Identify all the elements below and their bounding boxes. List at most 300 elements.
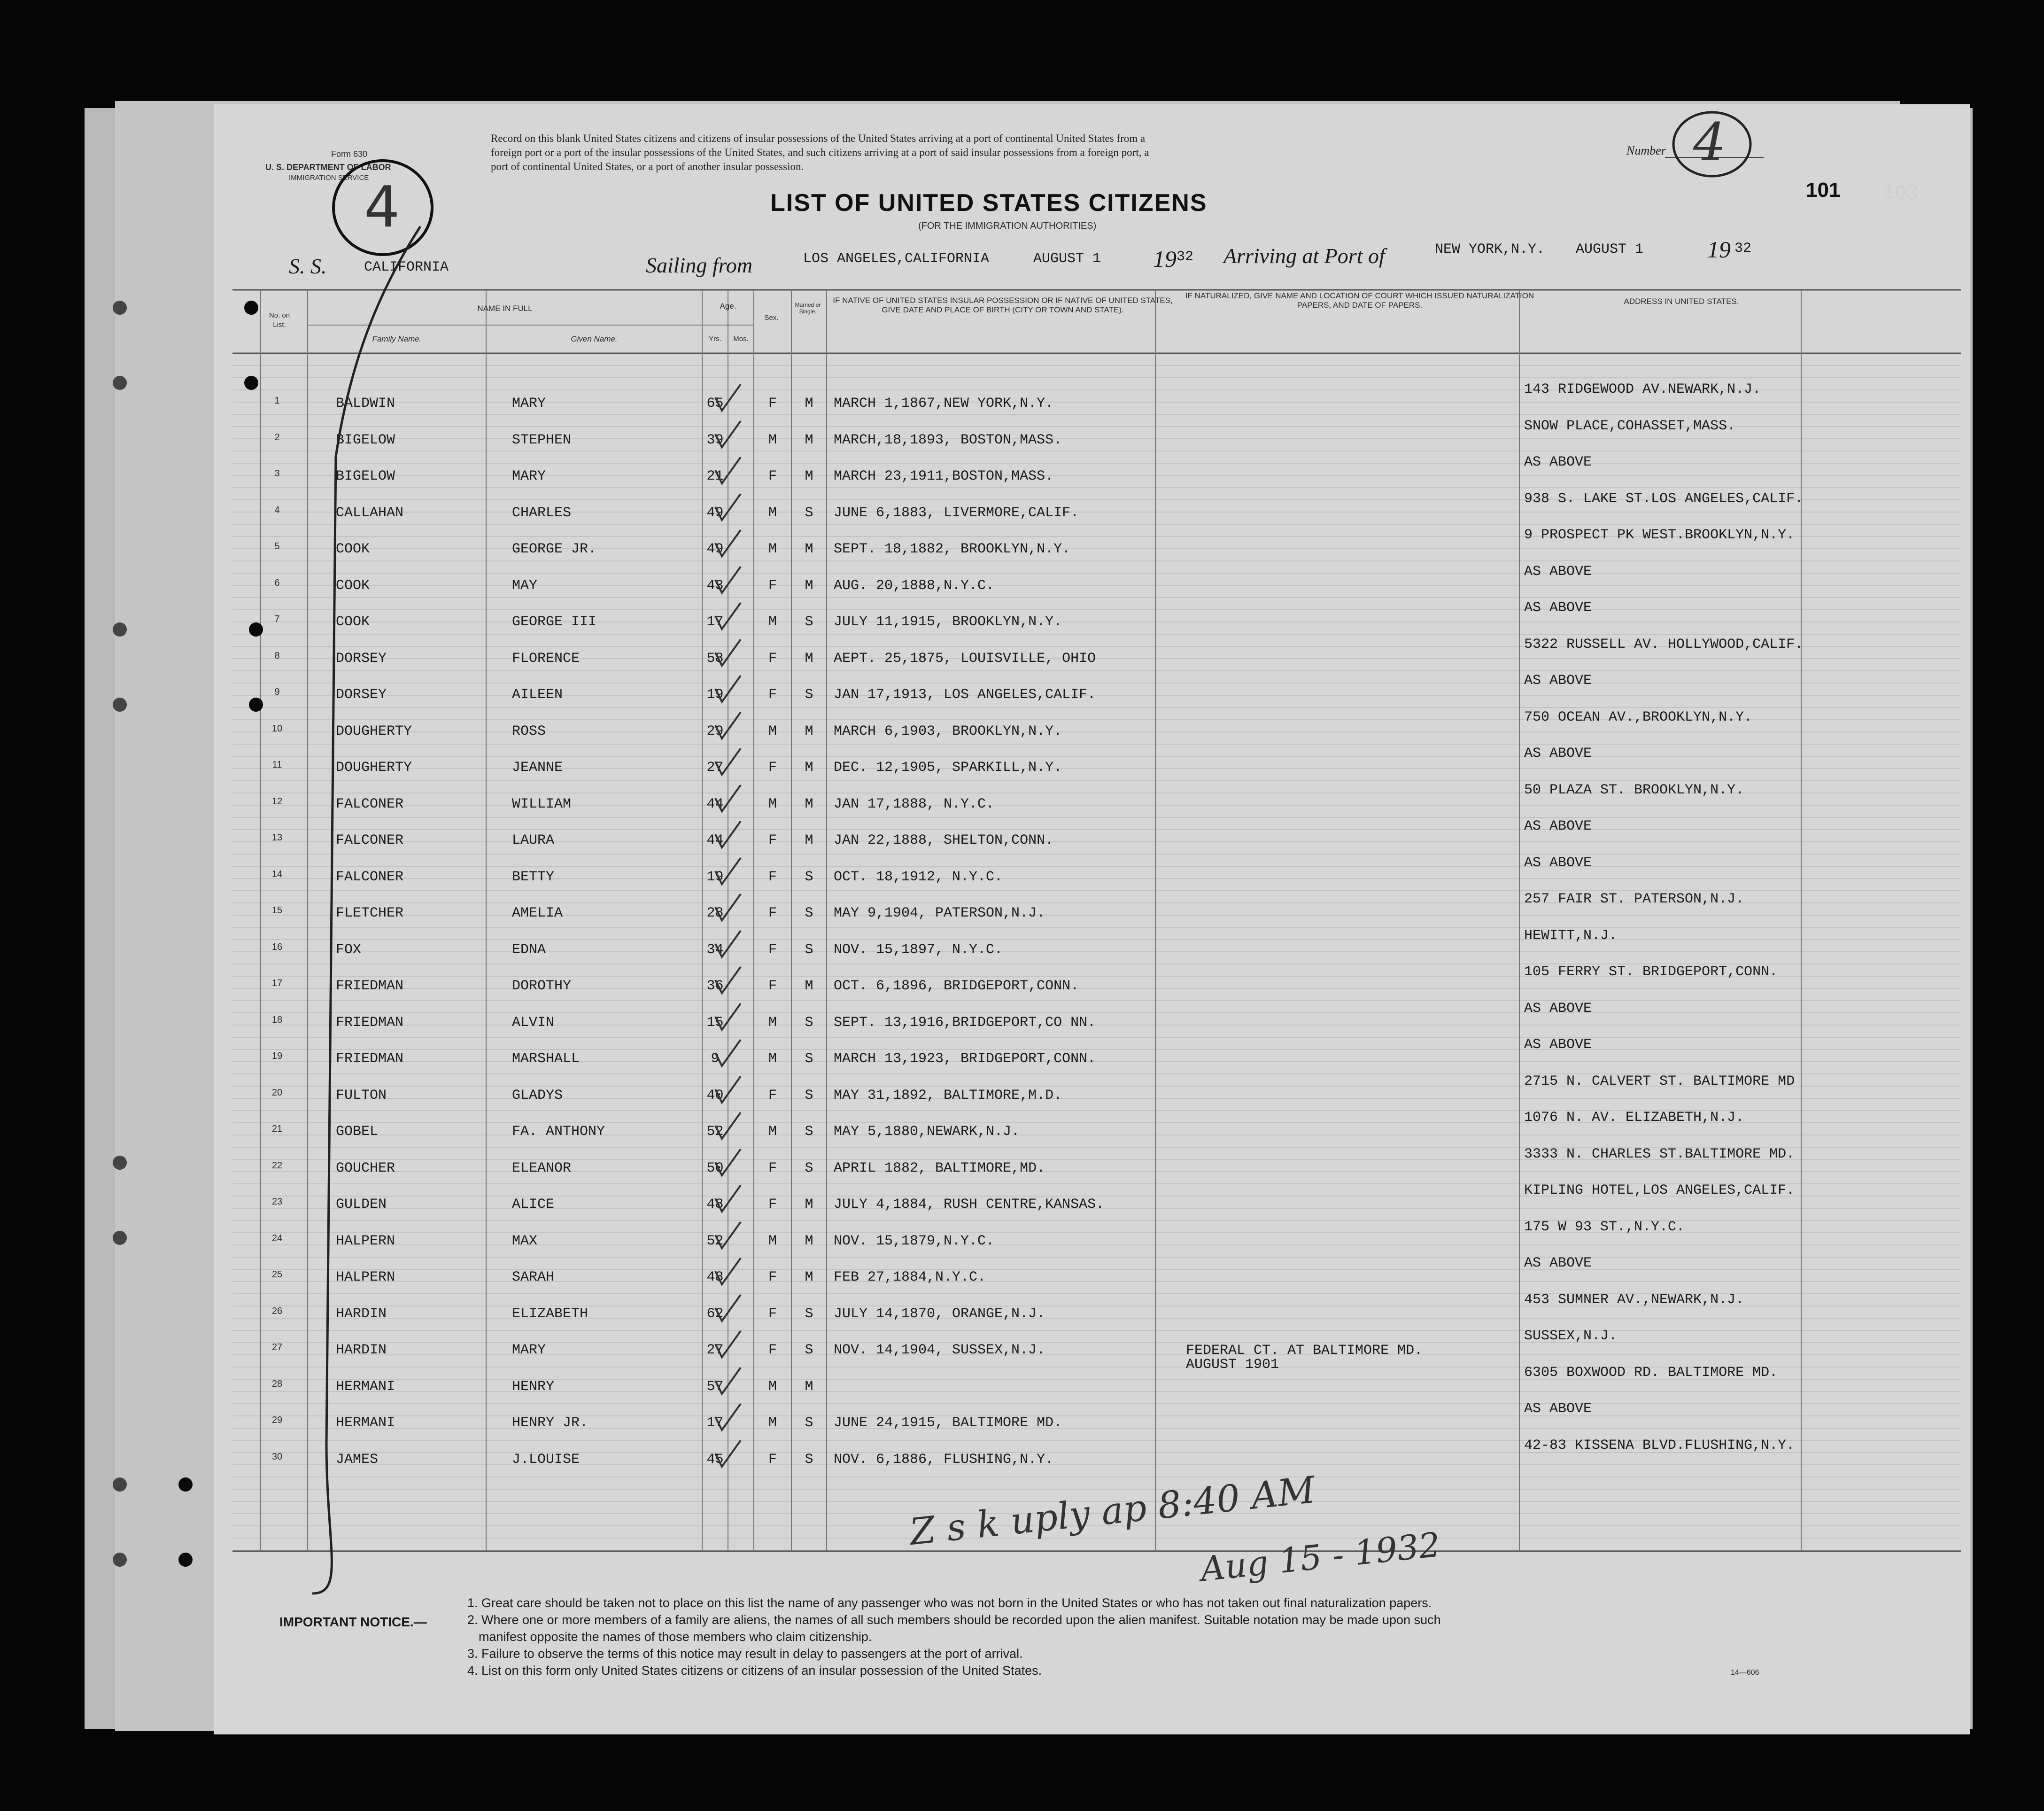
binder-hole — [113, 698, 127, 712]
col-header-birth: IF NATIVE OF UNITED STATES INSULAR POSSESSION OR IF NATIVE OF UNITED STATES, GIVE DATE AND PLACE OF BIRTH (CITY OR TOWN AND STATE). — [833, 296, 1173, 314]
row-number: 13 — [271, 832, 283, 843]
row-number: 12 — [271, 796, 283, 807]
given-name: J.LOUISE — [512, 1451, 580, 1468]
family-name: FULTON — [336, 1087, 387, 1104]
sex: M — [768, 432, 777, 448]
age-years: 49 — [706, 541, 724, 557]
instructions-line: Record on this blank United States citizens and citizens of insular possessions of the United States arriving at a port of continental United States from a — [491, 132, 1146, 144]
family-name: FLETCHER — [336, 905, 404, 921]
address: 6305 BOXWOOD RD. BALTIMORE MD. — [1524, 1364, 1778, 1381]
marital-status: S — [805, 687, 813, 703]
family-name: HALPERN — [336, 1233, 395, 1249]
check-mark-icon — [712, 1110, 744, 1143]
marital-status: S — [805, 1014, 813, 1031]
family-name: FRIEDMAN — [336, 978, 404, 994]
age-years: 29 — [706, 723, 724, 739]
check-mark-icon — [712, 891, 744, 924]
check-mark-icon — [712, 1001, 744, 1034]
birth-date-place: NOV. 15,1879,N.Y.C. — [834, 1233, 995, 1249]
marital-status: S — [805, 1306, 813, 1322]
family-name: DORSEY — [336, 650, 387, 667]
marital-status: M — [805, 723, 813, 739]
col-header-mos: Mos. — [733, 335, 749, 343]
age-years: 27 — [706, 1342, 724, 1358]
notice-item: 4. List on this form only United States citizens or citizens of an insular possession of the United States. — [467, 1663, 1042, 1678]
age-years: 19 — [706, 869, 724, 885]
marital-status: M — [805, 541, 813, 557]
birth-date-place: MARCH 13,1923, BRIDGEPORT,CONN. — [834, 1051, 1096, 1067]
sailing-from: LOS ANGELES,CALIFORNIA — [803, 251, 990, 267]
row-number: 16 — [271, 941, 283, 952]
birth-date-place: MARCH 6,1903, BROOKLYN,N.Y. — [834, 723, 1062, 739]
ship-name: CALIFORNIA — [364, 259, 449, 275]
check-mark-icon — [712, 818, 744, 851]
address: 9 PROSPECT PK WEST.BROOKLYN,N.Y. — [1524, 527, 1795, 543]
age-years: 65 — [706, 396, 724, 412]
age-years: 28 — [706, 905, 724, 921]
row-number: 18 — [271, 1014, 283, 1025]
row-number: 15 — [271, 905, 283, 916]
col-header-sex: Sex. — [764, 314, 779, 322]
given-name: GLADYS — [512, 1087, 563, 1104]
check-mark-icon — [712, 491, 744, 524]
birth-date-place: MAY 5,1880,NEWARK,N.J. — [834, 1124, 1020, 1140]
marital-status: M — [805, 650, 813, 667]
marital-status: M — [805, 796, 813, 812]
check-mark-icon — [712, 1037, 744, 1070]
row-number: 20 — [271, 1087, 283, 1098]
marital-status: S — [805, 905, 813, 921]
page-subtitle: (FOR THE IMMIGRATION AUTHORITIES) — [918, 221, 1097, 231]
row-number: 5 — [274, 541, 280, 552]
row-number: 27 — [271, 1342, 283, 1352]
age-years: 40 — [706, 1087, 724, 1104]
age-years: 48 — [706, 1269, 724, 1285]
row-number: 19 — [271, 1051, 283, 1061]
sex: F — [768, 650, 777, 667]
given-name: LAURA — [512, 832, 555, 848]
marital-status: S — [805, 1415, 813, 1431]
given-name: GEORGE JR. — [512, 541, 597, 557]
given-name: WILLIAM — [512, 796, 572, 812]
check-mark-icon — [712, 782, 744, 815]
given-name: MAY — [512, 577, 538, 594]
address: AS ABOVE — [1524, 746, 1592, 762]
address: 750 OCEAN AV.,BROOKLYN,N.Y. — [1524, 709, 1753, 725]
check-mark-icon — [712, 709, 744, 742]
address: KIPLING HOTEL,LOS ANGELES,CALIF. — [1524, 1182, 1795, 1198]
binder-hole — [244, 376, 258, 390]
sex: F — [768, 1160, 777, 1176]
birth-date-place: FEB 27,1884,N.Y.C. — [834, 1269, 986, 1285]
sex: M — [768, 723, 777, 739]
birth-date-place: JULY 11,1915, BROOKLYN,N.Y. — [834, 614, 1062, 630]
given-name: HENRY JR. — [512, 1415, 588, 1431]
sex: F — [768, 832, 777, 848]
col-header-married: Married or Single. — [795, 302, 821, 315]
age-years: 52 — [706, 1124, 724, 1140]
given-name: FLORENCE — [512, 650, 580, 667]
marital-status: M — [805, 1269, 813, 1285]
binder-hole — [249, 698, 263, 712]
marital-status: S — [805, 614, 813, 630]
binder-hole — [113, 1553, 127, 1567]
age-years: 19 — [706, 687, 724, 703]
sex: F — [768, 577, 777, 594]
address: 257 FAIR ST. PATERSON,N.J. — [1524, 891, 1744, 907]
check-mark-icon — [712, 1182, 744, 1215]
given-name: EDNA — [512, 941, 546, 958]
sailing-label: Sailing from — [646, 253, 753, 277]
department-name: U. S. DEPARTMENT OF LABOR — [265, 163, 391, 172]
row-number: 22 — [271, 1160, 283, 1171]
given-name: ELEANOR — [512, 1160, 572, 1176]
age-years: 39 — [706, 432, 724, 448]
sailing-year-prefix: 19 — [1153, 246, 1177, 272]
family-name: HERMANI — [336, 1415, 395, 1431]
check-mark-icon — [712, 1438, 744, 1470]
sex: F — [768, 1451, 777, 1468]
binder-hole — [178, 1553, 193, 1567]
address: SNOW PLACE,COHASSET,MASS. — [1524, 418, 1736, 434]
instructions-line: port of continental United States, or a port of another insular possession. — [491, 161, 804, 172]
check-mark-icon — [712, 527, 744, 560]
binder-hole — [113, 301, 127, 315]
handwritten-annotation-line2: Aug 15 - 1932 — [1199, 1524, 1442, 1589]
sailing-date: AUGUST 1 — [1033, 251, 1101, 267]
birth-date-place: JAN 17,1913, LOS ANGELES,CALIF. — [834, 687, 1096, 703]
check-mark-icon — [712, 600, 744, 633]
marital-status: M — [805, 577, 813, 594]
row-number: 30 — [271, 1451, 283, 1462]
row-number: 6 — [274, 577, 280, 588]
sex: F — [768, 941, 777, 958]
service-name: IMMIGRATION SERVICE — [289, 174, 369, 182]
marital-status: M — [805, 1233, 813, 1249]
notice-item: 2. Where one or more members of a family are aliens, the names of all such members should be recorded upon the alien manifest. Suitable notation may be made upon such — [467, 1613, 1441, 1627]
sex: M — [768, 614, 777, 630]
sex: F — [768, 978, 777, 994]
row-number: 4 — [274, 505, 280, 515]
check-mark-icon — [712, 855, 744, 888]
binder-hole — [113, 1231, 127, 1245]
notice-item: manifest opposite the names of those members who claim citizenship. — [479, 1630, 872, 1644]
arriving-label: Arriving at Port of — [1223, 244, 1385, 268]
birth-date-place: NOV. 6,1886, FLUSHING,N.Y. — [834, 1451, 1054, 1468]
family-name: DOUGHERTY — [336, 723, 412, 739]
family-name: FALCONER — [336, 832, 404, 848]
given-name: ALICE — [512, 1197, 555, 1213]
birth-date-place: JULY 14,1870, ORANGE,N.J. — [834, 1306, 1045, 1322]
birth-date-place: NOV. 15,1897, N.Y.C. — [834, 941, 1003, 958]
marital-status: S — [805, 505, 813, 521]
family-name: COOK — [336, 614, 370, 630]
marital-status: M — [805, 1378, 813, 1395]
birth-date-place: OCT. 18,1912, N.Y.C. — [834, 869, 1003, 885]
number-label: Number — [1626, 144, 1666, 157]
sex: M — [768, 796, 777, 812]
given-name: ALVIN — [512, 1014, 555, 1031]
col-header-name-full: NAME IN FULL — [477, 304, 533, 313]
birth-date-place: AUG. 20,1888,N.Y.C. — [834, 577, 995, 594]
given-name: GEORGE III — [512, 614, 597, 630]
marital-status: S — [805, 869, 813, 885]
age-years: 36 — [706, 978, 724, 994]
given-name: AILEEN — [512, 687, 563, 703]
row-number: 14 — [271, 869, 283, 879]
birth-date-place: OCT. 6,1896, BRIDGEPORT,CONN. — [834, 978, 1079, 994]
birth-date-place: MAY 31,1892, BALTIMORE,M.D. — [834, 1087, 1062, 1104]
birth-date-place: JAN 22,1888, SHELTON,CONN. — [834, 832, 1054, 848]
instructions-line: foreign port or a port of the insular possessions of the United States, and such citizens arriving at a port of said insular possessions from a foreign port, a — [491, 147, 1149, 158]
address: SUSSEX,N.J. — [1524, 1328, 1618, 1344]
row-number: 26 — [271, 1306, 283, 1316]
arriving-year: 32 — [1734, 241, 1752, 256]
marital-status: M — [805, 760, 813, 776]
address: 453 SUMNER AV.,NEWARK,N.J. — [1524, 1291, 1744, 1308]
sex: M — [768, 541, 777, 557]
check-mark-icon — [712, 964, 744, 997]
address: AS ABOVE — [1524, 1000, 1592, 1017]
family-name: FRIEDMAN — [336, 1051, 404, 1067]
binder-hole — [113, 376, 127, 390]
row-number: 3 — [274, 468, 280, 479]
sex: F — [768, 905, 777, 921]
row-number: 29 — [271, 1415, 283, 1425]
stamp-103: 103 — [1883, 181, 1918, 204]
address: AS ABOVE — [1524, 1255, 1592, 1271]
important-notice — [467, 1594, 1441, 1679]
family-name: DORSEY — [336, 687, 387, 703]
birth-date-place: NOV. 14,1904, SUSSEX,N.J. — [834, 1342, 1045, 1358]
sex: F — [768, 396, 777, 412]
sex: M — [768, 1378, 777, 1395]
binder-hole — [178, 1477, 193, 1492]
age-years: 21 — [706, 468, 724, 484]
check-mark-icon — [712, 1365, 744, 1398]
check-mark-icon — [712, 1255, 744, 1288]
given-name: CHARLES — [512, 505, 572, 521]
form-code: 14—606 — [1731, 1669, 1759, 1677]
given-name: MARY — [512, 468, 546, 484]
marital-status: S — [805, 1124, 813, 1140]
col-header-given: Given Name. — [571, 334, 618, 343]
marital-status: S — [805, 1160, 813, 1176]
marital-status: S — [805, 1451, 813, 1468]
binder-hole — [113, 1477, 127, 1492]
check-mark-icon — [712, 381, 744, 414]
age-years: 15 — [706, 1014, 724, 1031]
check-mark-icon — [712, 1219, 744, 1252]
age-years: 62 — [706, 1306, 724, 1322]
row-number: 17 — [271, 978, 283, 988]
check-mark-icon — [712, 1146, 744, 1179]
birth-date-place: MARCH,18,1893, BOSTON,MASS. — [834, 432, 1062, 448]
marital-status: S — [805, 941, 813, 958]
age-years: 50 — [706, 1160, 724, 1176]
row-number: 28 — [271, 1378, 283, 1389]
col-header-yrs: Yrs. — [709, 335, 721, 343]
check-mark-icon — [712, 564, 744, 597]
family-name: FALCONER — [336, 796, 404, 812]
given-name: AMELIA — [512, 905, 563, 921]
check-mark-icon — [712, 1401, 744, 1434]
family-name: COOK — [336, 541, 370, 557]
page-title: LIST OF UNITED STATES CITIZENS — [770, 189, 1208, 217]
family-name: GOBEL — [336, 1124, 379, 1140]
naturalization: FEDERAL CT. AT BALTIMORE MD. AUGUST 1901 — [1186, 1342, 1423, 1373]
number-circle — [1670, 109, 1754, 179]
document-page — [214, 104, 1970, 1734]
marital-status: S — [805, 1342, 813, 1358]
family-name: HALPERN — [336, 1269, 395, 1285]
check-mark-icon — [712, 673, 744, 706]
family-name: JAMES — [336, 1451, 379, 1468]
sex: F — [768, 468, 777, 484]
row-number: 8 — [274, 650, 280, 661]
stamp-101: 101 — [1806, 179, 1841, 202]
family-name: FALCONER — [336, 869, 404, 885]
instructions — [491, 132, 1149, 174]
sex: F — [768, 760, 777, 776]
age-years: 43 — [706, 577, 724, 594]
birth-date-place: MAY 9,1904, PATERSON,N.J. — [834, 905, 1045, 921]
age-years: 45 — [706, 1451, 724, 1468]
given-name: MARSHALL — [512, 1051, 580, 1067]
address: AS ABOVE — [1524, 563, 1592, 580]
age-years: 58 — [706, 650, 724, 667]
age-years: 52 — [706, 1233, 724, 1249]
birth-date-place: DEC. 12,1905, SPARKILL,N.Y. — [834, 760, 1062, 776]
given-name: STEPHEN — [512, 432, 572, 448]
given-name: BETTY — [512, 869, 555, 885]
col-header-family: Family Name. — [372, 334, 422, 343]
check-mark-icon — [712, 928, 744, 961]
given-name: FA. ANTHONY — [512, 1124, 605, 1140]
check-mark-icon — [712, 418, 744, 451]
address: 42-83 KISSENA BLVD.FLUSHING,N.Y. — [1524, 1437, 1795, 1453]
address: 5322 RUSSELL AV. HOLLYWOOD,CALIF. — [1524, 636, 1804, 653]
sex: F — [768, 1087, 777, 1104]
arriving-port: NEW YORK,N.Y. — [1435, 241, 1545, 257]
address: AS ABOVE — [1524, 818, 1592, 834]
check-mark-icon — [712, 1292, 744, 1325]
address: 2715 N. CALVERT ST. BALTIMORE MD — [1524, 1073, 1795, 1089]
check-mark-icon — [712, 746, 744, 778]
sex: F — [768, 1342, 777, 1358]
address: HEWITT,N.J. — [1524, 927, 1618, 944]
sex: F — [768, 1306, 777, 1322]
check-mark-icon — [712, 454, 744, 487]
given-name: DOROTHY — [512, 978, 572, 994]
family-name: BIGELOW — [336, 468, 395, 484]
address: AS ABOVE — [1524, 600, 1592, 616]
family-name: GULDEN — [336, 1197, 387, 1213]
row-number: 9 — [274, 687, 280, 697]
col-header-naturalized: IF NATURALIZED, GIVE NAME AND LOCATION OF COURT WHICH ISSUED NATURALIZATION PAPERS, AND DATE OF PAPERS. — [1185, 291, 1534, 310]
given-name: MARY — [512, 396, 546, 412]
family-name: BIGELOW — [336, 432, 395, 448]
age-years: 17 — [706, 1415, 724, 1431]
circled-mark: 4 — [364, 175, 400, 240]
given-name: MAX — [512, 1233, 538, 1249]
birth-date-place: JUNE 6,1883, LIVERMORE,CALIF. — [834, 505, 1079, 521]
address: 175 W 93 ST.,N.Y.C. — [1524, 1219, 1685, 1235]
row-number: 7 — [274, 614, 280, 624]
given-name: ELIZABETH — [512, 1306, 588, 1322]
family-name: DOUGHERTY — [336, 760, 412, 776]
given-name: MARY — [512, 1342, 546, 1358]
address: AS ABOVE — [1524, 855, 1592, 871]
age-years: 9 — [711, 1051, 720, 1067]
address: 143 RIDGEWOOD AV.NEWARK,N.J. — [1524, 381, 1761, 397]
sailing-year: 32 — [1177, 249, 1194, 265]
birth-date-place: MARCH 1,1867,NEW YORK,N.Y. — [834, 396, 1054, 412]
sex: M — [768, 1233, 777, 1249]
sex: F — [768, 869, 777, 885]
col-header-age: Age. — [720, 302, 736, 311]
important-notice-label: IMPORTANT NOTICE.— — [279, 1615, 427, 1629]
address: 3333 N. CHARLES ST.BALTIMORE MD. — [1524, 1146, 1795, 1162]
family-name: FRIEDMAN — [336, 1014, 404, 1031]
sex: M — [768, 505, 777, 521]
birth-date-place: MARCH 23,1911,BOSTON,MASS. — [834, 468, 1054, 484]
row-number: 2 — [274, 432, 280, 443]
notice-item: 1. Great care should be taken not to place on this list the name of any passenger who was not born in the United States or who has not taken out final naturalization papers. — [467, 1596, 1432, 1610]
age-years: 57 — [706, 1378, 724, 1395]
address: AS ABOVE — [1524, 1037, 1592, 1053]
birth-date-place: AEPT. 25,1875, LOUISVILLE, OHIO — [834, 650, 1096, 667]
address: 1076 N. AV. ELIZABETH,N.J. — [1524, 1110, 1744, 1126]
sex: F — [768, 1269, 777, 1285]
age-years: 44 — [706, 832, 724, 848]
family-name: GOUCHER — [336, 1160, 395, 1176]
row-number: 23 — [271, 1197, 283, 1207]
row-number: 24 — [271, 1233, 283, 1244]
address: 50 PLAZA ST. BROOKLYN,N.Y. — [1524, 782, 1744, 798]
binder-hole — [244, 301, 258, 315]
birth-date-place: APRIL 1882, BALTIMORE,MD. — [834, 1160, 1045, 1176]
age-years: 48 — [706, 1197, 724, 1213]
row-number: 11 — [272, 760, 282, 770]
given-name: JEANNE — [512, 760, 563, 776]
marital-status: M — [805, 396, 813, 412]
address: 938 S. LAKE ST.LOS ANGELES,CALIF. — [1524, 490, 1804, 507]
col-header-address: ADDRESS IN UNITED STATES. — [1624, 297, 1739, 306]
ss-label: S. S. — [289, 254, 327, 278]
family-name: FOX — [336, 941, 362, 958]
given-name: ROSS — [512, 723, 546, 739]
birth-date-place: JAN 17,1888, N.Y.C. — [834, 796, 995, 812]
family-name: BALDWIN — [336, 396, 395, 412]
family-name: HARDIN — [336, 1306, 387, 1322]
address: 105 FERRY ST. BRIDGEPORT,CONN. — [1524, 964, 1778, 980]
sex: M — [768, 1014, 777, 1031]
family-name: CALLAHAN — [336, 505, 404, 521]
address: AS ABOVE — [1524, 673, 1592, 689]
notice-item: 3. Failure to observe the terms of this notice may result in delay to passengers at the port of arrival. — [467, 1647, 1023, 1661]
marital-status: M — [805, 432, 813, 448]
address: AS ABOVE — [1524, 454, 1592, 470]
age-years: 27 — [706, 760, 724, 776]
sex: M — [768, 1124, 777, 1140]
check-mark-icon — [712, 1073, 744, 1106]
age-years: 34 — [706, 941, 724, 958]
row-number: 21 — [271, 1124, 283, 1134]
row-number: 25 — [271, 1269, 283, 1280]
age-years: 49 — [706, 505, 724, 521]
birth-date-place: JULY 4,1884, RUSH CENTRE,KANSAS. — [834, 1197, 1105, 1213]
